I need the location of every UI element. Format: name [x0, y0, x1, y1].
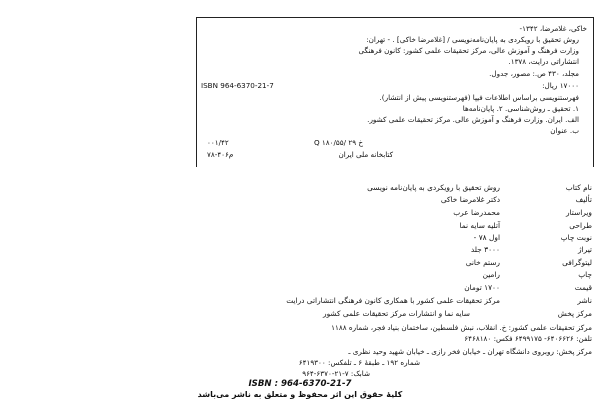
cip-subject-line: ۱. تحقیق ـ روش‌شناسی. ۲. پایان‌نامه‌ها [462, 104, 579, 113]
cip-author-line: خاکی، غلامرضا، ۱۳۴۲- [519, 24, 587, 33]
colophon-value: رستم خانی [465, 258, 500, 267]
phone-line-1: تلفن: ۶۴۰۶۶۲۶- ۶۴۹۹۱۷۵ فکس: ۶۴۶۸۱۸۰ [464, 334, 592, 343]
colophon-row [0, 245, 600, 256]
colophon-label: نوبت چاپ [560, 233, 592, 242]
colophon-row [0, 283, 600, 294]
cip-title-line: روش تحقیق با رویکردی به پایان‌نامه‌نویسی / [غلامرضا خاکی] . - تهران: [366, 35, 579, 44]
colophon-value: محمدرضا عرب [453, 208, 500, 217]
distribution-row [0, 309, 600, 320]
cip-isbn-line: ISBN 964-6370-21-7 [201, 81, 274, 90]
colophon-label: طراحی [569, 221, 592, 230]
cip-class-number: Q ۱۸۰/۵۵/ ۲خ ۹ [313, 138, 363, 147]
colophon-label: لیتوگرافی [562, 258, 592, 267]
cip-library-number: ۷۸-۴۰۶م [207, 150, 234, 159]
colophon-row [0, 208, 600, 219]
colophon-row [0, 183, 600, 194]
cip-publisher-line-cont: انتشاراتی درایت، ۱۳۷۸. [508, 57, 579, 66]
colophon-value: ۳۰۰۰ جلد [470, 245, 500, 254]
cip-note-line: فهرستنویسی براساس اطلاعات فیپا (فهرستنویسی پیش از انتشار). [379, 93, 579, 102]
colophon-row [0, 296, 600, 307]
colophon-value: ۱۷۰۰ تومان [464, 283, 500, 292]
isbn-line: ISBN : 964-6370-21-7 [248, 379, 352, 389]
colophon-row [0, 221, 600, 232]
cip-dewey-number: ۰۰۱/۴۲ [207, 138, 229, 147]
colophon-row [0, 258, 600, 269]
colophon-label: ویراستار [565, 208, 592, 217]
cip-physical-line: مجلد، ۴۳۰ ص.: مصور، جدول. [489, 69, 579, 78]
colophon-value: روش تحقیق با رویکردی به پایان‌نامه نویسی [367, 183, 500, 192]
colophon-value: اول ۷۸ - [473, 233, 500, 242]
address-line-2: مرکز پخش: روبروی دانشگاه تهران ـ خیابان فخر رازی ـ خیابان شهید وحید نظری ـ [348, 347, 592, 356]
cip-library-name: کتابخانه ملی ایران [338, 150, 393, 159]
cip-title-entry-line: ب. عنوان [550, 126, 579, 135]
colophon-value: رامین [482, 270, 500, 279]
colophon-row [0, 233, 600, 244]
cip-publisher-line: وزارت فرهنگ و آموزش عالی، مرکز تحقیقات علمی کشور: کانون فرهنگی [358, 46, 579, 55]
distribution-label: مرکز پخش [557, 309, 592, 318]
colophon-row [0, 195, 600, 206]
rights-notice: کلیهٔ حقوق این اثر محفوظ و متعلق به ناشر می‌باشد [197, 390, 403, 399]
colophon-label: ناشر [577, 296, 592, 305]
cip-catalog-card [196, 17, 594, 167]
colophon-value: آتلیه سایه نما [459, 221, 500, 230]
colophon-value: دکتر غلامرضا خاکی [440, 195, 500, 204]
colophon-row [0, 270, 600, 281]
colophon-label: نام کتاب [565, 183, 592, 192]
address-line-1: مرکز تحقیقات علمی کشور: خ. انقلاب، نبش فلسطین، ساختمان بنیاد فجر، شماره ۱۱۸۸ [331, 323, 592, 332]
colophon-value: مرکز تحقیقات علمی کشور با همکاری کانون فرهنگی انتشاراتی درایت [286, 296, 500, 305]
colophon-label: تألیف [575, 195, 592, 204]
colophon-label: قیمت [574, 283, 592, 292]
shabak-line: شابک: ۷-۲۱-۶۳۷۰-۹۶۴ [302, 369, 370, 378]
phone-line-2: شماره ۱۹۲ ـ طبقهٔ ۶ ـ تلفکس: ۶۴۱۹۳۰۰ [298, 358, 420, 367]
distribution-value: سایه نما و انتشارات مرکز تحقیقات علمی کشور [323, 309, 470, 318]
cip-price-line: ۱۷۰۰۰ ریال: [542, 81, 579, 90]
colophon-label: چاپ [578, 270, 592, 279]
cip-added-entry-line: الف. ایران. وزارت فرهنگ و آموزش عالی. مرکز تحقیقات علمی کشور. [367, 115, 579, 124]
colophon-label: تیراژ [578, 245, 592, 254]
